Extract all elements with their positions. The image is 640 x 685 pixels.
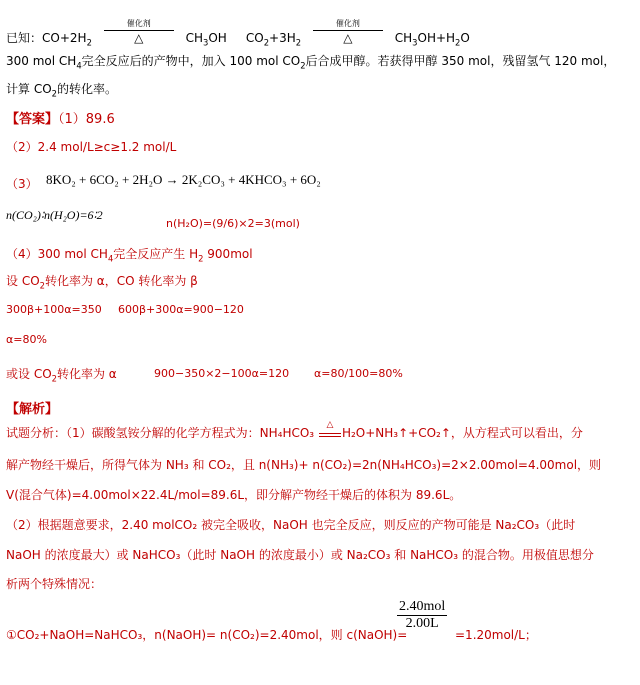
- answer-1: （1）89.6: [58, 112, 115, 127]
- equation-system-2: 600β+300α=900−120: [118, 303, 244, 316]
- eq1-rhs: CH: [185, 31, 203, 45]
- answer-header: 【答案】: [6, 112, 59, 127]
- answer-4: （4）300 mol $CH_4$完全反应产生 $H_2$ 900mol: [6, 247, 253, 264]
- concentration-fraction: [397, 599, 447, 632]
- eq1-lhs: CO+2H: [42, 31, 87, 45]
- fraction-numerator: 2.40mol: [399, 599, 446, 614]
- eq2-lhs: CO: [245, 31, 264, 45]
- analysis-p1-line1: 试题分析：（1）碳酸氢铵分解的化学方程式为：NH₄HCO₃ △ H₂O+NH₃↑+CO₂↑，从方程式可以看出，分: [6, 420, 583, 440]
- set-conversion-line: 设 $CO_2$转化率为 α，CO 转化率为 β: [6, 274, 198, 291]
- heat-triangle-icon: △: [343, 31, 353, 45]
- analysis-p1-line3: V(混合气体)=4.00mol×22.4L/mol=89.6L，即分解产物经干燥后的体积为 89.6L。: [6, 488, 462, 502]
- heat-triangle-icon: △: [326, 420, 334, 430]
- answer-section: [6, 108, 115, 127]
- alternative-method: 或设 $CO_2$转化率为 α: [6, 367, 117, 384]
- analysis-p2-line3: 析两个特殊情况：: [6, 577, 103, 591]
- answer-3-equation: 8KO₂ + 6CO₂ + 2H₂O → 2K₂CO₃ + 4KHCO₃ + 6O₂: [46, 172, 321, 187]
- alpha-result: α=80%: [6, 333, 47, 346]
- problem-line-2: 计算 $CO_2$的转化率。: [6, 82, 117, 99]
- case-1-text: ①CO₂+NaOH=NaHCO₃，n(NaOH)= n(CO₂)=2.40mol，则 c(NaOH)=: [6, 628, 408, 642]
- case-1-result: =1.20mol/L；: [455, 628, 537, 642]
- answer-2: （2）2.4 mol/L≥c≥1.2 mol/L: [6, 140, 177, 154]
- eq2-rhs: CH: [394, 31, 413, 45]
- analysis-p1-line2: 解产物经干燥后，所得气体为 NH₃ 和 CO₂，且 n(NH₃)+ n(CO₂)=2n(NH₄HCO₃)=2×2.00mol=4.00mol，则: [6, 458, 602, 472]
- catalyst-arrow-2: 催化剂 △: [313, 28, 383, 45]
- answer-3-prefix: （3）: [6, 177, 38, 191]
- catalyst-arrow: [104, 19, 174, 45]
- analysis-p2-line2: NaOH 的浓度最大）或 NaHCO₃（此时 NaOH 的浓度最小）或 Na₂CO₃ 和 NaHCO₃ 的混合物。用极值思想分: [6, 548, 594, 562]
- given-equations: 已知：$CO+2H_2$ 催化剂 △ $CH_3OH$ $CO_2+3H_2$ 催化剂 △ $CH_3OH+H_2O$: [6, 19, 470, 48]
- analysis-header: 【解析】: [6, 402, 59, 417]
- catalyst-label: 催化剂: [126, 19, 151, 28]
- problem-line-1: 300 mol $CH_4$完全反应后的产物中，加入 100 mol $CO_2$后合成甲醇。若获得甲醇 350 mol，残留氢气 120 mol，: [6, 54, 616, 71]
- ratio-label: n(CO₂)∶n(H₂O)=6∶2: [6, 208, 103, 222]
- alternative-result: α=80/100=80%: [314, 367, 403, 380]
- ratio-calc: n(H₂O)=(9/6)×2=3(mol): [166, 217, 300, 230]
- equation-system-1: 300β+100α=350: [6, 303, 102, 316]
- analysis-p2-line1: （2）根据题意要求，2.40 molCO₂ 被完全吸收，NaOH 也完全反应，则反应的产物可能是 Na₂CO₃（此时: [6, 518, 576, 532]
- equals-heat-sign: [319, 420, 341, 437]
- heat-triangle-icon: △: [134, 31, 144, 45]
- alternative-equation: 900−350×2−100α=120: [154, 367, 290, 380]
- given-prefix: 已知：: [6, 31, 43, 45]
- fraction-denominator: 2.00L: [405, 616, 439, 631]
